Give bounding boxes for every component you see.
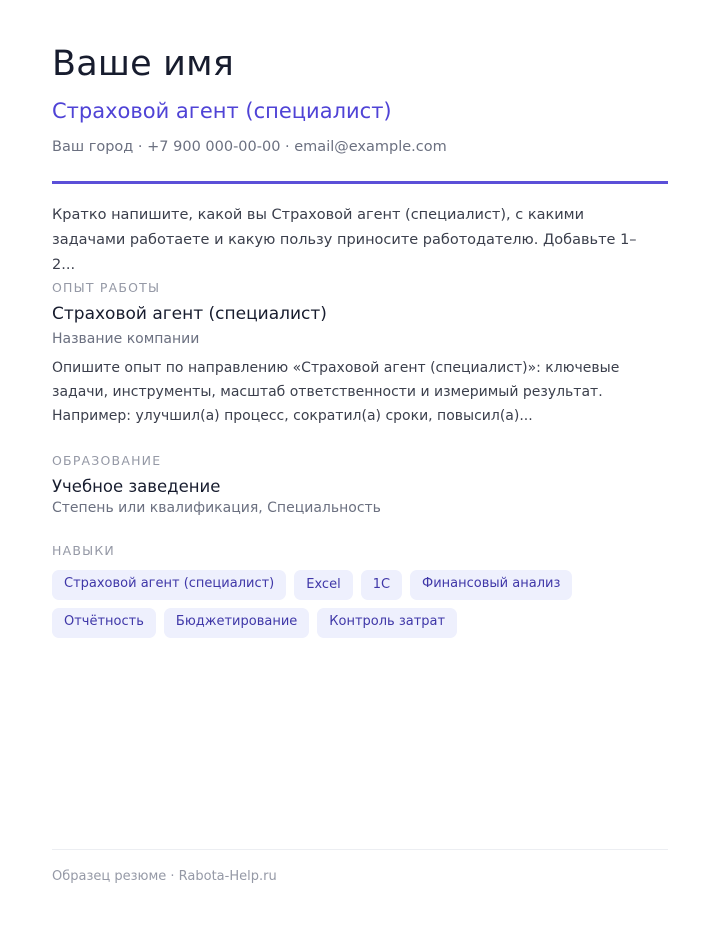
- experience-position: Страховой агент (специалист): [52, 304, 327, 324]
- education-details: Степень или квалификация, Специальность: [52, 500, 381, 516]
- footer-divider: [52, 849, 668, 850]
- experience-company: Название компании: [52, 331, 200, 347]
- skill-chip: Контроль затрат: [317, 608, 457, 638]
- header-divider: [52, 181, 668, 184]
- skill-chip: 1С: [361, 570, 402, 600]
- skill-chip: Финансовый анализ: [410, 570, 572, 600]
- experience-description: Опишите опыт по направлению «Страховой агент (специалист)»: ключевые задачи, инструменты, масштаб ответственности и измеримый результат. Например: улучшил(а) процесс, сократил(а) сроки, повысил(а)...: [52, 360, 620, 424]
- candidate-name: Ваше имя: [52, 44, 234, 84]
- footer-text: Образец резюме · Rabota-Help.ru: [52, 869, 277, 884]
- skill-chip: Страховой агент (специалист): [52, 570, 286, 600]
- skills-list: [52, 570, 672, 638]
- contact-line: Ваш город · +7 900 000-00-00 · email@example.com: [52, 139, 447, 155]
- summary-text: Кратко напишите, какой вы Страховой агент (специалист), с какими задачами работаете и какую пользу приносите работодателю. Добавьте 1–2...: [52, 207, 637, 273]
- skills-section-title: НАВЫКИ: [52, 543, 115, 558]
- skill-chip: Отчётность: [52, 608, 156, 638]
- skill-chip: Бюджетирование: [164, 608, 309, 638]
- education-section-title: ОБРАЗОВАНИЕ: [52, 453, 162, 468]
- skill-chip: Excel: [294, 570, 352, 600]
- candidate-role: Страховой агент (специалист): [52, 99, 392, 123]
- education-institution: Учебное заведение: [52, 477, 221, 496]
- experience-section-title: ОПЫТ РАБОТЫ: [52, 280, 161, 295]
